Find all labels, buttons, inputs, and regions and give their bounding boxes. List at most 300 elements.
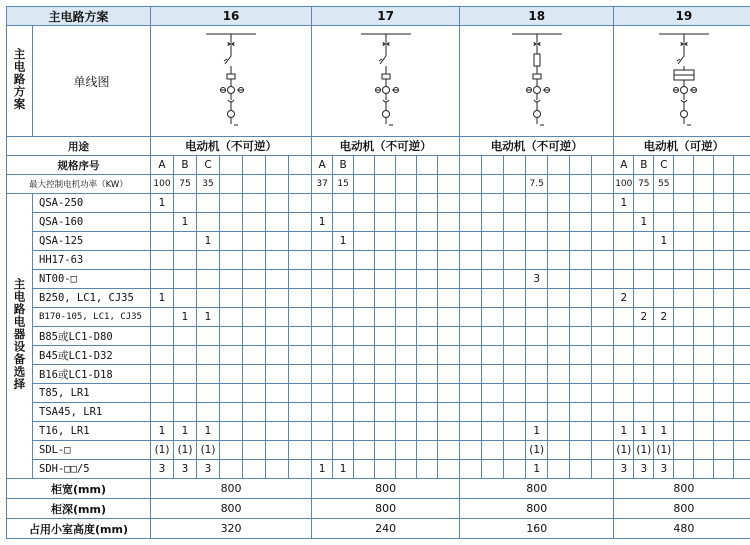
qty-s17-1 — [333, 308, 354, 327]
qty-s19-0 — [614, 308, 634, 327]
qty-s19-2: 1 — [654, 232, 674, 251]
empty-cell — [354, 289, 375, 308]
usage-17: 电动机（不可逆） — [312, 137, 460, 156]
empty-cell — [714, 308, 734, 327]
empty-cell — [266, 213, 289, 232]
qty-s19-2 — [654, 384, 674, 403]
qty-s19-0: 1 — [614, 422, 634, 441]
empty-cell — [714, 384, 734, 403]
empty-cell — [694, 422, 714, 441]
empty-cell — [396, 213, 417, 232]
empty-cell — [220, 270, 243, 289]
power-row — [7, 175, 750, 194]
empty-cell — [417, 365, 438, 384]
qty-s17-0 — [312, 251, 333, 270]
empty-cell — [438, 422, 460, 441]
empty-cell — [482, 232, 504, 251]
empty-cell — [548, 403, 570, 422]
qty-s19-1: (1) — [634, 441, 654, 460]
empty-cell — [396, 194, 417, 213]
empty-cell — [354, 403, 375, 422]
device-row — [7, 251, 750, 270]
qty-s16-0: 1 — [151, 194, 174, 213]
empty-cell — [396, 327, 417, 346]
qty-s16-0 — [151, 251, 174, 270]
spec-17-b: B — [333, 156, 354, 175]
empty-cell — [694, 308, 714, 327]
empty-cell — [266, 251, 289, 270]
empty-cell — [504, 384, 526, 403]
empty-cell — [504, 441, 526, 460]
qty-s19-0: 1 — [614, 194, 634, 213]
empty-cell — [674, 194, 694, 213]
empty-cell — [592, 213, 614, 232]
height-19: 480 — [614, 519, 750, 539]
empty-cell — [375, 251, 396, 270]
qty-s19-0: 3 — [614, 460, 634, 479]
empty-cell — [504, 270, 526, 289]
empty-cell — [354, 251, 375, 270]
empty-cell — [289, 289, 312, 308]
qty-s18 — [526, 403, 548, 422]
qty-s16-2 — [197, 346, 220, 365]
empty-cell — [354, 346, 375, 365]
device-row — [7, 213, 750, 232]
height-label: 占用小室高度(mm) — [7, 519, 151, 539]
empty-cell — [570, 308, 592, 327]
empty-cell — [417, 251, 438, 270]
empty-cell — [482, 213, 504, 232]
single-line-diagram-16 — [186, 28, 276, 134]
power-label: 最大控制电机功率（KW） — [7, 175, 151, 194]
qty-s16-0 — [151, 270, 174, 289]
qty-s19-1: 3 — [634, 460, 654, 479]
empty-cell — [289, 460, 312, 479]
qty-s17-0 — [312, 289, 333, 308]
empty-cell — [548, 194, 570, 213]
qty-s19-0 — [614, 384, 634, 403]
empty-cell — [570, 251, 592, 270]
empty-cell — [243, 422, 266, 441]
empty-cell — [243, 232, 266, 251]
empty-cell — [375, 403, 396, 422]
empty-cell — [694, 289, 714, 308]
empty-cell — [396, 384, 417, 403]
device-name: SDH-□□/5 — [33, 460, 151, 479]
empty-cell — [734, 213, 750, 232]
empty-cell — [460, 251, 482, 270]
qty-s16-1: 1 — [174, 213, 197, 232]
empty-cell — [375, 194, 396, 213]
power-17-a: 37 — [312, 175, 333, 194]
qty-s17-1 — [333, 384, 354, 403]
qty-s19-1 — [634, 346, 654, 365]
qty-s16-0 — [151, 327, 174, 346]
device-row — [7, 289, 750, 308]
empty-cell — [220, 251, 243, 270]
device-name: B170-105, LC1, CJ35 — [33, 308, 151, 327]
qty-s19-0 — [614, 251, 634, 270]
device-name: T85, LR1 — [33, 384, 151, 403]
empty-cell — [417, 270, 438, 289]
empty-cell — [674, 327, 694, 346]
empty-cell — [438, 460, 460, 479]
empty-cell — [438, 441, 460, 460]
empty-cell — [243, 289, 266, 308]
empty-cell — [354, 327, 375, 346]
empty-cell — [266, 327, 289, 346]
empty-cell — [482, 308, 504, 327]
empty-cell — [354, 460, 375, 479]
empty-cell — [243, 441, 266, 460]
qty-s16-1: 1 — [174, 308, 197, 327]
height-row — [7, 519, 750, 539]
empty-cell — [694, 346, 714, 365]
qty-s19-1: 2 — [634, 308, 654, 327]
empty-cell — [548, 232, 570, 251]
empty-cell — [438, 251, 460, 270]
empty-cell — [570, 384, 592, 403]
empty-cell — [570, 422, 592, 441]
empty-cell — [548, 384, 570, 403]
depth-16: 800 — [151, 499, 312, 519]
empty-cell — [266, 403, 289, 422]
empty-cell — [694, 270, 714, 289]
height-18: 160 — [460, 519, 614, 539]
diagram-row — [7, 26, 750, 137]
empty-cell — [266, 270, 289, 289]
qty-s19-1 — [634, 384, 654, 403]
qty-s16-2: (1) — [197, 441, 220, 460]
spec-label: 规格序号 — [7, 156, 151, 175]
diagram-17 — [312, 26, 460, 137]
empty-cell — [289, 422, 312, 441]
single-line-diagram-17 — [341, 28, 431, 134]
qty-s18: 1 — [526, 460, 548, 479]
qty-s19-0 — [614, 270, 634, 289]
device-row — [7, 422, 750, 441]
empty-cell — [460, 346, 482, 365]
empty-cell — [694, 441, 714, 460]
empty-cell — [714, 422, 734, 441]
empty-cell — [734, 422, 750, 441]
empty-cell — [220, 232, 243, 251]
empty-cell — [220, 365, 243, 384]
qty-s19-2 — [654, 346, 674, 365]
empty-cell — [396, 308, 417, 327]
qty-s16-1 — [174, 384, 197, 403]
qty-s16-1 — [174, 270, 197, 289]
empty-cell — [548, 251, 570, 270]
empty-cell — [289, 441, 312, 460]
empty-cell — [243, 270, 266, 289]
qty-s17-1 — [333, 289, 354, 308]
side-label-scheme: 主电路方案 — [7, 26, 33, 137]
empty-cell — [375, 422, 396, 441]
qty-s19-2: (1) — [654, 441, 674, 460]
spec-row — [7, 156, 750, 175]
height-17: 240 — [312, 519, 460, 539]
qty-s17-0 — [312, 403, 333, 422]
empty-cell — [289, 194, 312, 213]
empty-cell — [548, 422, 570, 441]
empty-cell — [289, 327, 312, 346]
empty-cell — [674, 289, 694, 308]
qty-s19-2 — [654, 365, 674, 384]
empty-cell — [734, 232, 750, 251]
empty-cell — [674, 346, 694, 365]
empty-cell — [714, 289, 734, 308]
empty-cell — [504, 346, 526, 365]
empty-cell — [460, 194, 482, 213]
empty-cell — [694, 384, 714, 403]
qty-s17-1 — [333, 251, 354, 270]
depth-19: 800 — [614, 499, 750, 519]
single-line-diagram-18 — [492, 28, 582, 134]
qty-s19-2: 1 — [654, 422, 674, 441]
qty-s16-0 — [151, 365, 174, 384]
device-row — [7, 232, 750, 251]
empty-cell — [592, 270, 614, 289]
qty-s16-0 — [151, 232, 174, 251]
empty-cell — [592, 346, 614, 365]
empty-cell — [354, 194, 375, 213]
empty-cell — [694, 403, 714, 422]
empty-cell — [354, 365, 375, 384]
empty-cell — [482, 194, 504, 213]
empty-cell — [714, 270, 734, 289]
qty-s17-1 — [333, 270, 354, 289]
qty-s16-0 — [151, 308, 174, 327]
spec-19-a: A — [614, 156, 634, 175]
empty-cell — [417, 384, 438, 403]
empty-cell — [482, 289, 504, 308]
empty-cell — [482, 384, 504, 403]
empty-cell — [375, 289, 396, 308]
empty-cell — [375, 441, 396, 460]
empty-cell — [504, 232, 526, 251]
empty-cell — [694, 213, 714, 232]
empty-cell — [570, 346, 592, 365]
qty-s18 — [526, 213, 548, 232]
qty-s16-1: (1) — [174, 441, 197, 460]
empty-cell — [592, 441, 614, 460]
empty-cell — [504, 460, 526, 479]
empty-cell — [266, 289, 289, 308]
empty-cell — [417, 460, 438, 479]
qty-s19-2 — [654, 194, 674, 213]
qty-s18 — [526, 251, 548, 270]
empty-cell — [504, 327, 526, 346]
device-name: QSA-125 — [33, 232, 151, 251]
empty-cell — [375, 346, 396, 365]
device-row — [7, 365, 750, 384]
empty-cell — [243, 384, 266, 403]
empty-cell — [289, 365, 312, 384]
empty-cell — [417, 327, 438, 346]
qty-s18 — [526, 289, 548, 308]
power-16-b: 75 — [174, 175, 197, 194]
usage-16: 电动机（不可逆） — [151, 137, 312, 156]
qty-s19-2 — [654, 251, 674, 270]
qty-s16-0 — [151, 213, 174, 232]
empty-cell — [375, 270, 396, 289]
qty-s16-2 — [197, 251, 220, 270]
qty-s17-1 — [333, 365, 354, 384]
empty-cell — [714, 251, 734, 270]
qty-s17-0 — [312, 384, 333, 403]
device-row — [7, 384, 750, 403]
qty-s19-2 — [654, 403, 674, 422]
empty-cell — [714, 365, 734, 384]
power-19-b: 75 — [634, 175, 654, 194]
empty-cell — [734, 194, 750, 213]
empty-cell — [438, 365, 460, 384]
qty-s19-1 — [634, 194, 654, 213]
empty-cell — [438, 270, 460, 289]
qty-s17-1 — [333, 403, 354, 422]
empty-cell — [417, 441, 438, 460]
device-name: B85或LC1-D80 — [33, 327, 151, 346]
empty-cell — [714, 194, 734, 213]
empty-cell — [694, 251, 714, 270]
empty-cell — [266, 384, 289, 403]
empty-cell — [266, 422, 289, 441]
qty-s18 — [526, 365, 548, 384]
qty-s19-1 — [634, 289, 654, 308]
power-16-a: 100 — [151, 175, 174, 194]
device-name: B16或LC1-D18 — [33, 365, 151, 384]
empty-cell — [289, 403, 312, 422]
qty-s19-1 — [634, 403, 654, 422]
empty-cell — [592, 384, 614, 403]
qty-s19-1 — [634, 327, 654, 346]
qty-s17-0 — [312, 327, 333, 346]
empty-cell — [220, 308, 243, 327]
qty-s19-2 — [654, 270, 674, 289]
qty-s16-0: (1) — [151, 441, 174, 460]
main-circuit-table — [6, 6, 750, 539]
qty-s17-0 — [312, 308, 333, 327]
empty-cell — [460, 384, 482, 403]
empty-cell — [592, 403, 614, 422]
scheme-18: 18 — [460, 7, 614, 26]
qty-s16-2 — [197, 384, 220, 403]
qty-s16-2 — [197, 403, 220, 422]
device-row — [7, 308, 750, 327]
empty-cell — [674, 365, 694, 384]
qty-s16-2: 1 — [197, 308, 220, 327]
scheme-16: 16 — [151, 7, 312, 26]
qty-s16-0: 1 — [151, 289, 174, 308]
qty-s16-2 — [197, 289, 220, 308]
qty-s17-1 — [333, 327, 354, 346]
empty-cell — [694, 365, 714, 384]
device-name: QSA-160 — [33, 213, 151, 232]
empty-cell — [354, 213, 375, 232]
empty-cell — [482, 251, 504, 270]
empty-cell — [354, 308, 375, 327]
width-17: 800 — [312, 479, 460, 499]
qty-s18 — [526, 308, 548, 327]
empty-cell — [220, 346, 243, 365]
empty-cell — [417, 403, 438, 422]
qty-s18: (1) — [526, 441, 548, 460]
qty-s17-0 — [312, 232, 333, 251]
empty-cell — [734, 403, 750, 422]
empty-cell — [570, 213, 592, 232]
device-name: SDL-□ — [33, 441, 151, 460]
qty-s18 — [526, 346, 548, 365]
empty-cell — [734, 384, 750, 403]
empty-cell — [220, 384, 243, 403]
qty-s18: 3 — [526, 270, 548, 289]
empty-cell — [354, 422, 375, 441]
qty-s18 — [526, 327, 548, 346]
qty-s17-0 — [312, 194, 333, 213]
empty-cell — [266, 232, 289, 251]
qty-s16-0 — [151, 346, 174, 365]
empty-cell — [714, 232, 734, 251]
empty-cell — [482, 327, 504, 346]
qty-s17-1 — [333, 441, 354, 460]
empty-cell — [714, 327, 734, 346]
empty-cell — [694, 194, 714, 213]
empty-cell — [375, 308, 396, 327]
power-16-c: 35 — [197, 175, 220, 194]
empty-cell — [482, 270, 504, 289]
device-name: B250, LC1, CJ35 — [33, 289, 151, 308]
power-19-c: 55 — [654, 175, 674, 194]
width-label: 柜宽(mm) — [7, 479, 151, 499]
empty-cell — [548, 308, 570, 327]
qty-s17-0 — [312, 365, 333, 384]
empty-cell — [438, 213, 460, 232]
spec-19-c: C — [654, 156, 674, 175]
empty-cell — [570, 327, 592, 346]
device-row — [7, 346, 750, 365]
empty-cell — [266, 441, 289, 460]
power-17-b: 15 — [333, 175, 354, 194]
empty-cell — [396, 460, 417, 479]
qty-s19-1 — [634, 270, 654, 289]
qty-s16-2 — [197, 327, 220, 346]
empty-cell — [734, 270, 750, 289]
empty-cell — [243, 213, 266, 232]
empty-cell — [592, 422, 614, 441]
empty-cell — [734, 346, 750, 365]
qty-s19-1: 1 — [634, 213, 654, 232]
qty-s16-2 — [197, 194, 220, 213]
qty-s16-1 — [174, 403, 197, 422]
qty-s19-0 — [614, 213, 634, 232]
empty-cell — [482, 441, 504, 460]
empty-cell — [734, 289, 750, 308]
qty-s16-1 — [174, 327, 197, 346]
empty-cell — [396, 232, 417, 251]
empty-cell — [570, 194, 592, 213]
qty-s19-0: (1) — [614, 441, 634, 460]
device-name: QSA-250 — [33, 194, 151, 213]
diagram-16 — [151, 26, 312, 137]
empty-cell — [548, 441, 570, 460]
empty-cell — [375, 365, 396, 384]
empty-cell — [714, 346, 734, 365]
empty-cell — [694, 460, 714, 479]
scheme-17: 17 — [312, 7, 460, 26]
empty-cell — [375, 327, 396, 346]
depth-17: 800 — [312, 499, 460, 519]
